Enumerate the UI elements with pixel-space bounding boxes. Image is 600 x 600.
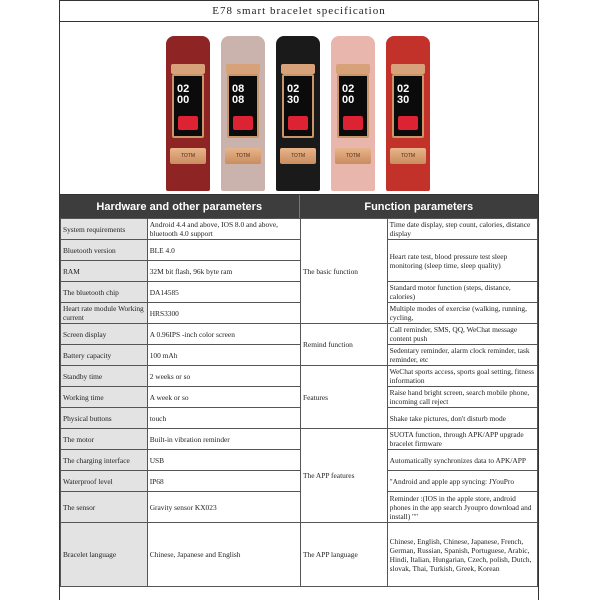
table-row: [61, 261, 301, 282]
features-label: Features: [301, 366, 388, 429]
heart-rate-icon: [233, 116, 253, 130]
param-name: Bluetooth version: [61, 240, 148, 261]
param-value: Gravity sensor KX023: [147, 492, 300, 523]
heart-rate-icon: [178, 116, 198, 130]
basic-function-label: The basic function: [301, 219, 388, 324]
section-headers: [60, 195, 538, 219]
param-value: 100 mAh: [147, 345, 300, 366]
bracelet-cap: [281, 64, 315, 74]
param-name: Bracelet language: [61, 523, 148, 587]
param-value: IP68: [147, 471, 300, 492]
bracelet-cap: [171, 64, 205, 74]
bracelet-screen: [337, 74, 369, 138]
param-name: Working time: [61, 387, 148, 408]
bracelet-plate: [170, 148, 206, 164]
function-cell: Reminder :(IOS in the apple store, android phones in the app search Jyoupro download and install) "": [387, 492, 537, 523]
product-photo: [60, 22, 538, 195]
function-cell: SUOTA function, through APK/APP upgrade bracelet firmware: [387, 429, 537, 450]
heart-rate-icon: [343, 116, 363, 130]
param-name: The sensor: [61, 492, 148, 523]
table-row: [61, 523, 301, 587]
param-name: Heart rate module Working current: [61, 303, 148, 324]
function-cell: Shake take pictures, don't disturb mode: [387, 408, 537, 429]
screen-time: 02 00: [342, 83, 355, 106]
app-language-label: The APP language: [301, 523, 388, 587]
param-value: Chinese, Japanese and English: [147, 523, 300, 587]
param-name: Screen display: [61, 324, 148, 345]
heart-rate-icon: [288, 116, 308, 130]
param-name: System requirements: [61, 219, 148, 240]
heart-rate-icon: [398, 116, 418, 130]
bracelet-pink: [331, 36, 375, 191]
param-value: 32M bit flash, 96k byte ram: [147, 261, 300, 282]
param-name: Waterproof level: [61, 471, 148, 492]
table-row: [61, 387, 301, 408]
param-value: HRS3300: [147, 303, 300, 324]
function-cell: Automatically synchronizes data to APK/APP: [387, 450, 537, 471]
table-row: [61, 408, 301, 429]
param-name: Battery capacity: [61, 345, 148, 366]
function-cell: Sedentary reminder, alarm clock reminder, task reminder, etc: [387, 345, 537, 366]
table-row: [61, 303, 301, 324]
bracelet-black: [276, 36, 320, 191]
bracelet-screen: [282, 74, 314, 138]
table-row: [61, 324, 301, 345]
remind-function-label: Remind function: [301, 324, 388, 366]
screen-time: 08 08: [232, 83, 245, 106]
hardware-table: [60, 218, 301, 587]
table-row: [61, 450, 301, 471]
screen-time: 02 00: [177, 83, 190, 106]
app-features-label: The APP features: [301, 429, 388, 523]
param-value: DA14585: [147, 282, 300, 303]
bracelet-cap: [226, 64, 260, 74]
table-row: [61, 240, 301, 261]
function-cell: Multiple modes of exercise (walking, running, cycling,: [387, 303, 537, 324]
bracelet-plate: [390, 148, 426, 164]
param-name: Standby time: [61, 366, 148, 387]
function-cell: Time date display, step count, calories, distance display: [387, 219, 537, 240]
param-value: Android 4.4 and above, IOS 8.0 and above, bluetooth 4.0 support: [147, 219, 300, 240]
plate-text: TOTM: [290, 153, 306, 159]
plate-text: TOTM: [235, 153, 251, 159]
bracelet-lineup: [166, 36, 440, 191]
bracelet-screen: [227, 74, 259, 138]
plate-text: TOTM: [400, 153, 416, 159]
bracelet-red: [386, 36, 430, 191]
screen-time: 02 30: [287, 83, 300, 106]
bracelet-screen: [392, 74, 424, 138]
param-value: A week or so: [147, 387, 300, 408]
param-value: 2 weeks or so: [147, 366, 300, 387]
param-value: USB: [147, 450, 300, 471]
function-header: Function parameters: [364, 201, 474, 213]
table-row: [61, 219, 301, 240]
param-name: The motor: [61, 429, 148, 450]
param-value: BLE 4.0: [147, 240, 300, 261]
plate-text: TOTM: [345, 153, 361, 159]
bracelet-screen: [172, 74, 204, 138]
function-table: [300, 218, 538, 587]
spec-sheet: [59, 0, 539, 600]
function-cell: WeChat sports access, sports goal setting, fitness information: [387, 366, 537, 387]
param-name: The charging interface: [61, 450, 148, 471]
table-row: [61, 345, 301, 366]
param-value: Built-in vibration reminder: [147, 429, 300, 450]
sheet-title: E78 smart bracelet specification: [60, 0, 538, 22]
bracelet-plate: [225, 148, 261, 164]
param-value: A 0.96IPS -inch color screen: [147, 324, 300, 345]
hardware-header: Hardware and other parameters: [60, 195, 300, 219]
screen-time: 02 30: [397, 83, 410, 106]
table-row: [61, 366, 301, 387]
bracelet-dark-red: [166, 36, 210, 191]
function-cell: Heart rate test, blood pressure test sleep monitoring (sleep time, sleep quality): [387, 240, 537, 282]
plate-text: TOTM: [180, 153, 196, 159]
param-name: Physical buttons: [61, 408, 148, 429]
table-row: [61, 492, 301, 523]
bracelet-pink-grey: [221, 36, 265, 191]
bracelet-plate: [335, 148, 371, 164]
function-cell: "Android and apple app syncing: JYouPro: [387, 471, 537, 492]
function-cell: Chinese, English, Chinese, Japanese, French, German, Russian, Spanish, Portuguese, Arabic, Hindi, Italian, Hungarian, Czech, polish, Dutch, slovak, Thai, Turkish, Greek, Korean: [387, 523, 537, 587]
param-name: The bluetooth chip: [61, 282, 148, 303]
param-name: RAM: [61, 261, 148, 282]
bracelet-cap: [391, 64, 425, 74]
table-row: [61, 282, 301, 303]
bracelet-plate: [280, 148, 316, 164]
function-cell: Call reminder, SMS, QQ, WeChat message content push: [387, 324, 537, 345]
param-value: touch: [147, 408, 300, 429]
function-cell: Raise hand bright screen, search mobile phone, incoming call reject: [387, 387, 537, 408]
bracelet-cap: [336, 64, 370, 74]
table-row: [61, 429, 301, 450]
table-row: [61, 471, 301, 492]
function-cell: Standard motor function (steps, distance, calories): [387, 282, 537, 303]
